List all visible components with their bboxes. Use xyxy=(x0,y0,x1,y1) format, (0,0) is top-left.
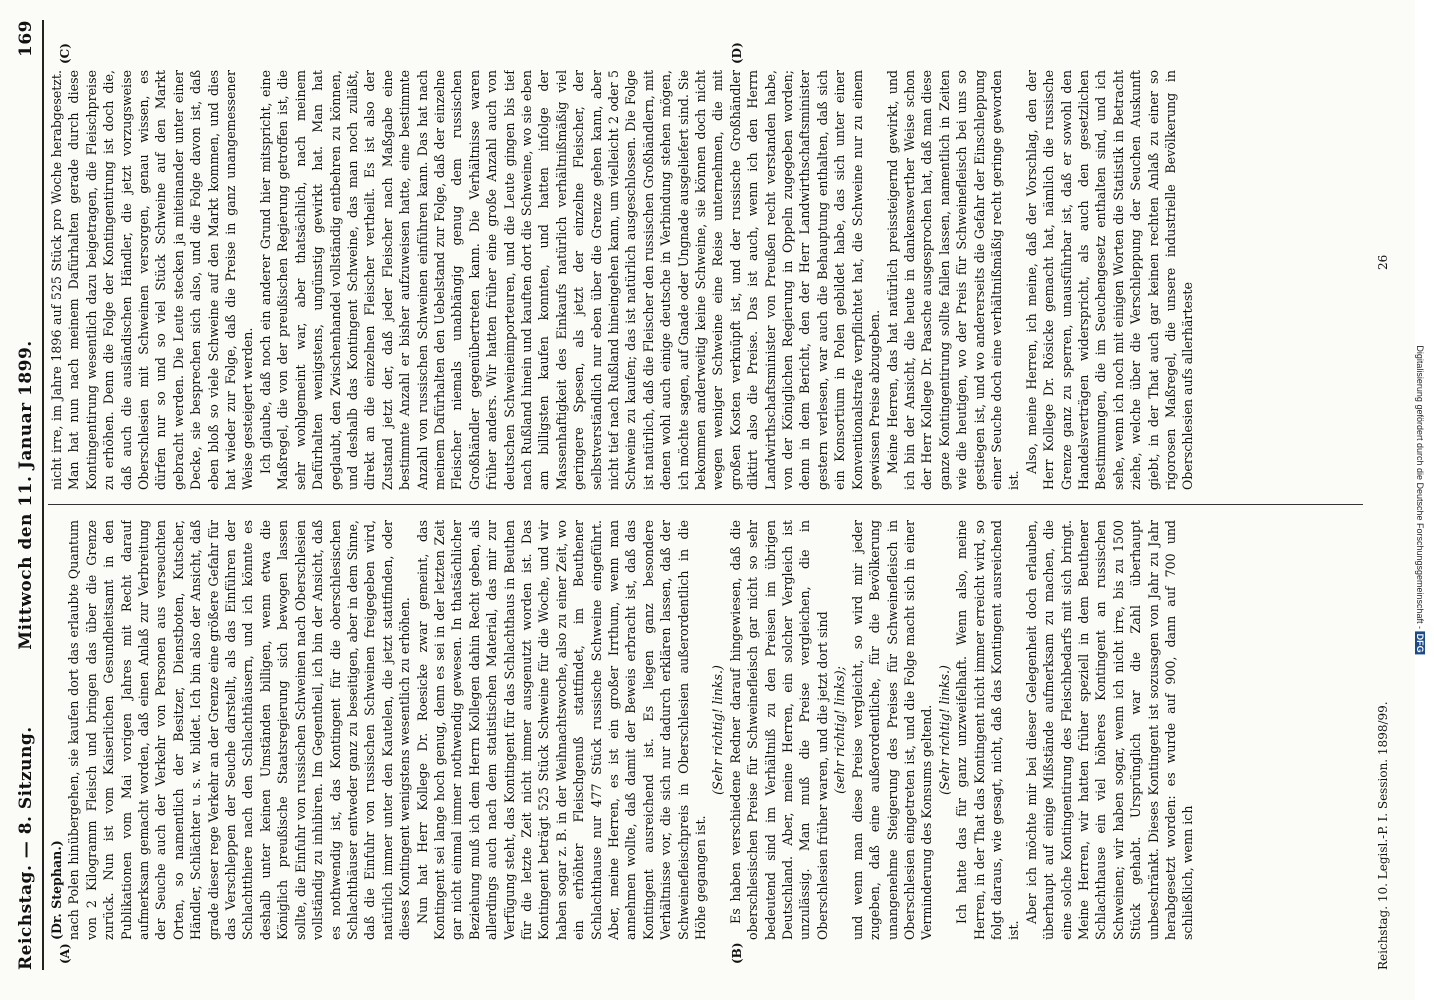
page-footer xyxy=(1373,20,1393,970)
digitization-credit xyxy=(1410,10,1430,990)
paragraph: nach Polen hinübergehen, sie kaufen dort das erlaubte Quantum von 2 Kilogramm Fleisch und bringen das über die Grenze zurück. Nun ist vom Kaiserlichen Gesundheitsamt in den Publikationen vom Mai vorigen Jahres mit Recht darauf aufmerksam gemacht worden, daß einen Anlaß zur Verbreitung der Seuche auch der Verkehr von Personen aus verseuchten Orten, so namentlich der Besitzer, Dienstboten, Kutscher, Händler, Schlächter u. s. w. bildet. Ich bin also der Ansicht, daß grade dieser rege Verkehr an der Grenze eine größere Gefahr für das Verschleppen der Seuche darstellt, als das Einführen der Schlachtthiere nach den Schlachthäusern, und ich könnte es deshalb unter keinen Umständen billigen, wenn etwa die Königlich preußische Staatsregierung sich bewogen lassen sollte, die Einfuhr von russischen Schweinen nach Oberschlesien vollständig zu inhibiren. Im Gegentheil, ich bin der Ansicht, daß es nothwendig ist, das Kontingent für die oberschlesischen Schlachthäuser entweder ganz zu beseitigen, aber in dem Sinne, daß die Einfuhr von russischen Schweinen freigegeben wird, natürlich immer unter den Kautelen, die jetzt stattfinden, oder dieses Kontingent wenigstens wesentlich zu erhöhen. xyxy=(66,520,413,940)
header-rule xyxy=(42,20,44,970)
marker-b: (B) xyxy=(730,942,744,964)
paragraph: Es haben verschiedene Redner darauf hingewiesen, daß die oberschlesischen Preise für Schweinefleisch gar nicht so sehr bedeutend sind im Verhältniß zu den Preisen im übrigen Deutschland. Aber, meine Herren, ein solcher Vergleich ist unzulässig. Man muß die Preise vergleichen, die in Oberschlesien früher waren, und die jetzt dort sind xyxy=(727,520,830,940)
paragraph: nicht irre, im Jahre 1896 auf 525 Stück pro Woche herabgesetzt. Man hat nun nach meinem Dafürhalten gerade durch diese Kontingentirung wesentlich dazu beigetragen, die Fleischpreise zu erhöhen. Denn die Folge der Kontingentirung ist doch die, daß auch die ausländischen Händler, die jetzt vorzugsweise Oberschlesien mit Schweinen versorgen, genau wissen, es dürfen nur so und so viel Stück Schweine auf den Markt gebracht werden. Die Leute stecken ja miteinander unter einer Decke, sie besprechen sich also, und die Folge davon ist, daß eben bloß so viele Schweine auf den Markt kommen, und dies hat wieder zur Folge, daß die Preise in ganz unangemessener Weise gesteigert werden. xyxy=(49,70,256,490)
column-divider xyxy=(48,504,1363,505)
paragraph: Also, meine Herren, ich meine, daß der Vorschlag, den der Herr Kollege Dr. Rösicke gemacht hat, nämlich die russische Grenze ganz zu sperren, unausführbar ist, daß er sowohl den Handelsverträgen widerspricht, als auch den gesetzlichen Bestimmungen, die im Seuchengesetz enthalten sind, und ich sehe, wenn ich noch mit einigen Worten die Statistik in Betracht ziehe, welche über die Verschleppung der Seuchen Auskunft giebt, in der That auch gar keinen rechten Anlaß zu einer so rigorosen Maßregel, die unsere industrielle Bevölkerung in Oberschlesien aufs allerhärteste xyxy=(1023,70,1196,490)
page-number: 169 xyxy=(16,19,36,57)
paragraph: Ich glaube, daß noch ein anderer Grund hier mitspricht, eine Maßregel, die von der preußischen Regierung getroffen ist, die sehr wohlgemeint war, aber thatsächlich, nach meinem Dafürhalten wenigstens, ungünstig gewirkt hat. Man hat geglaubt, den Zwischenhandel vollständig entbehren zu können, und deshalb das Kontingent Schweine, das man noch zuläßt, direkt an die einzelnen Fleischer vertheilt. Es ist also der Zustand jetzt der, daß jeder Fleischer nach Maßgabe eine bestimmte Anzahl er bisher aufzuweisen hatte, eine bestimmte Anzahl von russischen Schweinen einführen kann. Das hat nach meinem Dafürhalten den Uebelstand zur Folge, daß der einzelne Fleischer niemals unabhängig genug dem russischen Großhändler gegenübertreten kann. Die Verhältnisse waren früher anders. Wir hatten früher eine große Anzahl auch von deutschen Schweineimporteuren, und die Leute gingen bis tief nach Rußland hinein und kauften dort die Schweine, wo sie eben am billigsten kaufen konnten, und hatten infolge der Massenhaftigkeit des Einkaufs natürlich verhältnißmäßig viel geringere Spesen, als jetzt der einzelne Fleischer, der selbstverständlich nur eben über die Grenze gehen kann, aber nicht tief nach Rußland hineingehen kann, um vielleicht 2 oder 5 Schweine zu kaufen; das ist natürlich ausgeschlossen. Die Folge ist natürlich, daß die Fleischer den russischen Großhändlern, mit denen wohl auch einige deutsche in Verbindung stehen mögen, ich möchte sagen, auf Gnade oder Ungnade ausgeliefert sind. Sie bekommen anderweitig keine Schweine, sie können doch nicht wegen weniger Schweine eine Reise unternehmen, die mit großen Kosten verknüpft ist, und der russische Großhändler diktirt also die Preise. Das ist auch, wenn ich den Herrn Landwirthschaftsminister von Preußen recht verstanden habe, von der Königlichen Regierung in Oppeln zugegeben worden; denn in dem Bericht, den der Herr Landwirthschaftsminister gestern verlesen, war auch die Behauptung enthalten, daß sich ein Konsortium in Polen gebildet habe, das sich unter einer Konventionalstrafe verpflichtet hat, die Schweine nur zu einem gewissen Preise abzugeben. xyxy=(257,70,883,490)
signature-mark: 26 xyxy=(1376,254,1390,270)
paragraph: Meine Herren, das hat natürlich preissteigernd gewirkt, und ich bin der Ansicht, die heute in dankenswerther Weise schon der Herr Kollege Dr. Paasche ausgesprochen hat, daß man diese ganze Kontingentirung sollte fallen lassen, namentlich in Zeiten wie die heutigen, wo der Preis für Schweinefleisch bei uns so gestiegen ist, und wo andererseits die Gefahr der Einschleppung einer Seuche doch eine verhältnißmäßig recht geringe geworden ist. xyxy=(884,70,1022,490)
page-header xyxy=(10,20,42,970)
interjection: (Sehr richtig! links.) xyxy=(710,665,726,795)
credit-text: Digitalisierung gefördert durch die Deutsche Forschungsgemeinschaft - xyxy=(1415,345,1425,630)
header-date: Mittwoch den 11. Januar 1899. xyxy=(16,340,36,650)
dfg-logo: DFG xyxy=(1415,633,1425,653)
left-column xyxy=(48,520,1363,940)
interjection: (sehr richtig! links); xyxy=(832,666,848,794)
speaker-label: (Dr. Stephan.) xyxy=(49,840,64,940)
marker-c: (C) xyxy=(58,43,72,64)
paragraph: und wenn man diese Preise vergleicht, so wird mir jeder zugeben, daß eine außerordentliche, für die Bevölkerung unangenehme Steigerung des Preises für Schweinefleisch in Oberschlesien eingetreten ist, und die Folge macht sich in einer Verminderung des Konsums geltend. xyxy=(849,520,935,940)
header-left: Reichstag. — 8. Sitzung. xyxy=(16,726,36,970)
interjection: (Sehr richtig! links.) xyxy=(936,665,952,795)
paragraph: Nun hat Herr Kollege Dr. Roesicke zwar gemeint, das Kontingent sei lange hoch genug, denn es sei in der letzten Zeit gar nicht einmal immer nothwendig gewesen. In thatsächlicher Beziehung muß ich dem Herrn Kollegen dahin Recht geben, als allerdings auch nach dem statistischen Material, das mir zur Verfügung steht, das Kontingent für das Schlachthaus in Beuthen für die letzte Zeit nicht immer ausgenutzt worden ist. Das Kontingent beträgt 525 Stück Schweine für die Woche, und wir haben sogar z. B. in der Weihnachtswoche, also zu einer Zeit, wo ein erhöhter Fleischgenuß stattfindet, im Beuthener Schlachthause nur 477 Stück russische Schweine eingeführt. Aber, meine Herren, es ist ein großer Irrthum, wenn man annehmen wollte, daß damit der Beweis erbracht ist, daß das Kontingent ausreichend ist. Es liegen ganz besondere Verhältnisse vor, die sich nur dadurch erklären lassen, daß der Schweinefleischpreis in Oberschlesien außerordentlich in die Höhe gegangen ist. xyxy=(414,520,709,940)
paragraph: Aber ich möchte mir bei dieser Gelegenheit doch erlauben, überhaupt auf einige Mißstände aufmerksam zu machen, die eine solche Kontingentirung des Fleischbedarfs mit sich bringt. Meine Herren, wir hatten früher speziell in dem Beuthener Schlachthause ein viel höheres Kontingent an russischen Schweinen; wir haben sogar, wenn ich nicht irre, bis zu 1500 Stück gehabt. Ursprünglich war die Zahl überhaupt unbeschränkt. Dieses Kontingent ist sozusagen von Jahr zu Jahr herabgesetzt worden: es wurde auf 900, dann auf 700 und schließlich, wenn ich xyxy=(1023,520,1196,940)
marker-a: (A) xyxy=(58,943,72,964)
right-column xyxy=(48,70,1363,490)
footer-session: Reichstag. 10. Legisl.-P. I. Session. 1898/99. xyxy=(1376,701,1390,970)
paragraph: Ich hatte das für ganz unzweifelhaft. Wenn also, meine Herren, in der That das Kontingent nicht immer erreicht wird, so folgt daraus, wie gesagt, nicht, daß das Kontingent ausreichend ist. xyxy=(954,520,1022,940)
marker-d: (D) xyxy=(730,42,744,64)
